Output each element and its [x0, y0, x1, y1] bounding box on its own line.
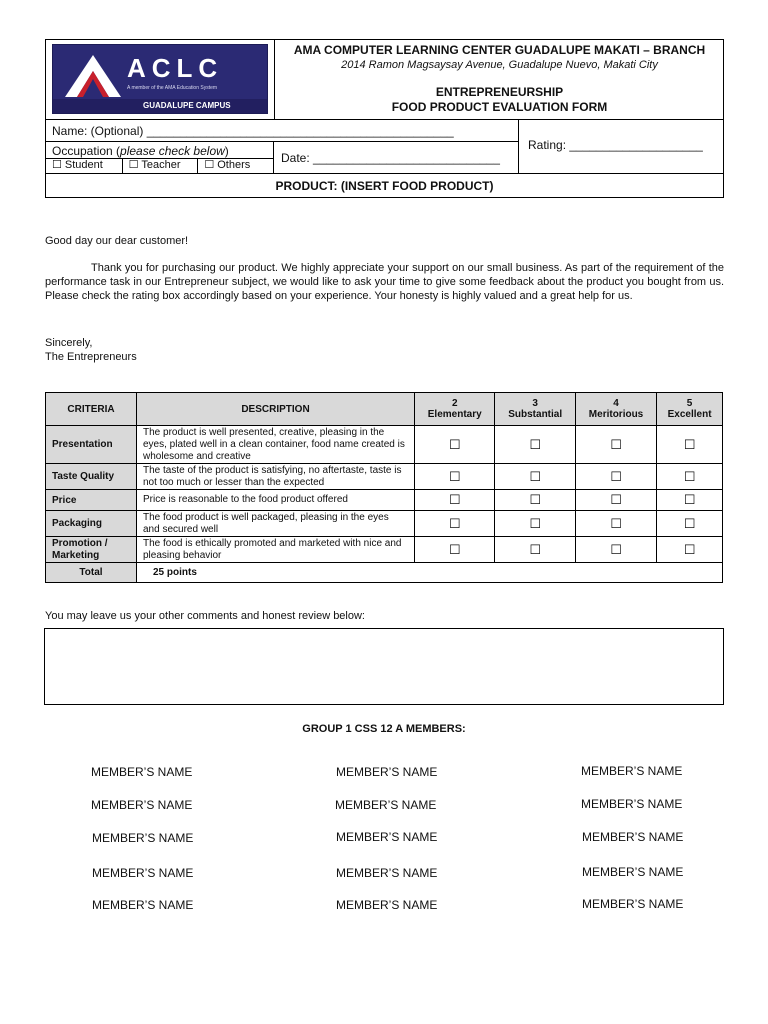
criteria-label: Presentation — [46, 426, 137, 464]
member-name: MEMBER’S NAME — [336, 866, 438, 880]
member-name: MEMBER’S NAME — [92, 831, 194, 845]
occupation-label-close: ) — [224, 144, 229, 158]
logo-text: ACLC — [127, 53, 224, 83]
school-info — [276, 40, 723, 119]
member-name: MEMBER’S NAME — [92, 898, 194, 912]
signoff: The Entrepreneurs — [45, 351, 137, 363]
rating-field[interactable]: Rating: ____________________ — [528, 138, 703, 152]
criteria-header-row — [46, 393, 723, 426]
respondent-info-row — [46, 120, 723, 174]
greeting: Good day our dear customer! — [45, 235, 189, 247]
description-header: DESCRIPTION — [137, 393, 415, 426]
score-2-name: Elementary — [427, 409, 482, 420]
checkbox-score-4[interactable]: ☐ — [575, 537, 656, 563]
checkbox-score-3[interactable]: ☐ — [495, 464, 575, 490]
form-title-block — [276, 85, 723, 115]
criteria-description: The taste of the product is satisfying, no aftertaste, taste is not too much or lesser than the expected — [137, 464, 415, 490]
checkbox-score-4[interactable]: ☐ — [575, 511, 656, 537]
member-name: MEMBER’S NAME — [92, 866, 194, 880]
member-name: MEMBER’S NAME — [581, 797, 683, 811]
logo-campus: GUADALUPE CAMPUS — [53, 99, 267, 113]
occupation-student-checkbox[interactable]: ☐ Student — [46, 159, 123, 173]
logo-cell — [46, 40, 275, 119]
score-3-num: 3 — [532, 398, 538, 409]
form-header — [45, 39, 724, 198]
occupation-teacher-checkbox[interactable]: ☐ Teacher — [123, 159, 199, 173]
table-row — [46, 464, 723, 490]
checkbox-score-2[interactable]: ☐ — [415, 490, 495, 511]
score-5-header — [657, 393, 723, 426]
checkbox-score-3[interactable]: ☐ — [495, 537, 575, 563]
score-3-header — [495, 393, 575, 426]
checkbox-score-5[interactable]: ☐ — [657, 537, 723, 563]
school-address: 2014 Ramon Magsaysay Avenue, Guadalupe Nuevo, Makati City — [341, 59, 658, 71]
member-name: MEMBER’S NAME — [336, 765, 438, 779]
score-4-header — [575, 393, 656, 426]
sincerely: Sincerely, — [45, 337, 93, 349]
aclc-logo — [52, 44, 268, 114]
member-name: MEMBER’S NAME — [335, 798, 437, 812]
score-2-header — [415, 393, 495, 426]
checkbox-score-5[interactable]: ☐ — [657, 464, 723, 490]
occupation-label-text: Occupation ( — [52, 144, 121, 158]
letter — [45, 234, 724, 364]
checkbox-score-3[interactable]: ☐ — [495, 426, 575, 464]
subject-title: ENTREPRENEURSHIP — [435, 85, 564, 99]
criteria-description: Price is reasonable to the food product offered — [137, 490, 415, 511]
total-label: Total — [46, 563, 137, 583]
comments-box[interactable] — [44, 628, 724, 705]
checkbox-score-2[interactable]: ☐ — [415, 464, 495, 490]
criteria-label: Price — [46, 490, 137, 511]
table-row — [46, 511, 723, 537]
member-name: MEMBER’S NAME — [336, 830, 438, 844]
criteria-description: The food product is well packaged, pleasing in the eyes and secured well — [137, 511, 415, 537]
occupation-options — [46, 159, 273, 173]
comments-label: You may leave us your other comments and honest review below: — [45, 610, 365, 622]
member-name: MEMBER’S NAME — [91, 798, 193, 812]
checkbox-score-3[interactable]: ☐ — [495, 490, 575, 511]
member-name: MEMBER’S NAME — [581, 764, 683, 778]
member-name: MEMBER’S NAME — [336, 898, 438, 912]
school-name: AMA COMPUTER LEARNING CENTER GUADALUPE MAKATI – BRANCH — [293, 43, 706, 57]
criteria-label: Promotion / Marketing — [46, 537, 137, 563]
score-2-num: 2 — [451, 398, 458, 409]
criteria-label: Packaging — [46, 511, 137, 537]
criteria-header: CRITERIA — [46, 393, 137, 426]
header-top-row — [46, 40, 723, 120]
table-row — [46, 490, 723, 511]
score-5-name: Excellent — [667, 409, 712, 420]
member-name: MEMBER’S NAME — [91, 765, 193, 779]
score-4-name: Meritorious — [588, 409, 644, 420]
total-row — [46, 563, 723, 583]
checkbox-score-2[interactable]: ☐ — [415, 537, 495, 563]
criteria-table — [45, 392, 723, 583]
checkbox-score-4[interactable]: ☐ — [575, 490, 656, 511]
checkbox-score-2[interactable]: ☐ — [415, 511, 495, 537]
checkbox-score-5[interactable]: ☐ — [657, 426, 723, 464]
score-3-name: Substantial — [508, 409, 563, 420]
table-row — [46, 537, 723, 563]
logo-tagline: A member of the AMA Education System — [127, 85, 218, 91]
group-title: GROUP 1 CSS 12 A MEMBERS: — [302, 723, 466, 735]
product-title: PRODUCT: (INSERT FOOD PRODUCT) — [275, 179, 494, 193]
form-title: FOOD PRODUCT EVALUATION FORM — [391, 100, 608, 114]
member-name: MEMBER’S NAME — [582, 897, 684, 911]
checkbox-score-2[interactable]: ☐ — [415, 426, 495, 464]
occupation-label — [46, 142, 273, 159]
total-value: 25 points — [137, 563, 723, 583]
member-name: MEMBER’S NAME — [582, 865, 684, 879]
date-field[interactable]: Date: ____________________________ — [275, 142, 519, 174]
member-name: MEMBER’S NAME — [582, 830, 684, 844]
checkbox-score-4[interactable]: ☐ — [575, 426, 656, 464]
name-field[interactable]: Name: (Optional) ______________________________________________ — [46, 120, 519, 142]
checkbox-score-5[interactable]: ☐ — [657, 511, 723, 537]
occupation-field — [46, 142, 274, 174]
table-row — [46, 426, 723, 464]
occupation-others-checkbox[interactable]: ☐ Others — [204, 159, 251, 171]
checkbox-score-4[interactable]: ☐ — [575, 464, 656, 490]
score-5-num: 5 — [686, 398, 693, 409]
letter-body: Thank you for purchasing our product. We highly appreciate your support on our small business. As part of the requirement of the performance task in our Entrepreneur subject, we would like to ask your time to give some feedback about the product you bought from us. Please check the rating box accordingly based on your experience. Your honesty is highly valued and a great help for us. — [45, 262, 724, 302]
criteria-label: Taste Quality — [46, 464, 137, 490]
closing — [45, 336, 724, 364]
criteria-description: The food is ethically promoted and marketed with nice and pleasing behavior — [137, 537, 415, 563]
checkbox-score-3[interactable]: ☐ — [495, 511, 575, 537]
aclc-logo-mark-icon — [63, 53, 123, 99]
criteria-description: The product is well presented, creative, pleasing in the eyes, plated well in a clean container, food name created is wholesome and creative — [137, 426, 415, 464]
occupation-hint: please check below — [120, 144, 225, 158]
checkbox-score-5[interactable]: ☐ — [657, 490, 723, 511]
score-4-num: 4 — [613, 398, 619, 409]
